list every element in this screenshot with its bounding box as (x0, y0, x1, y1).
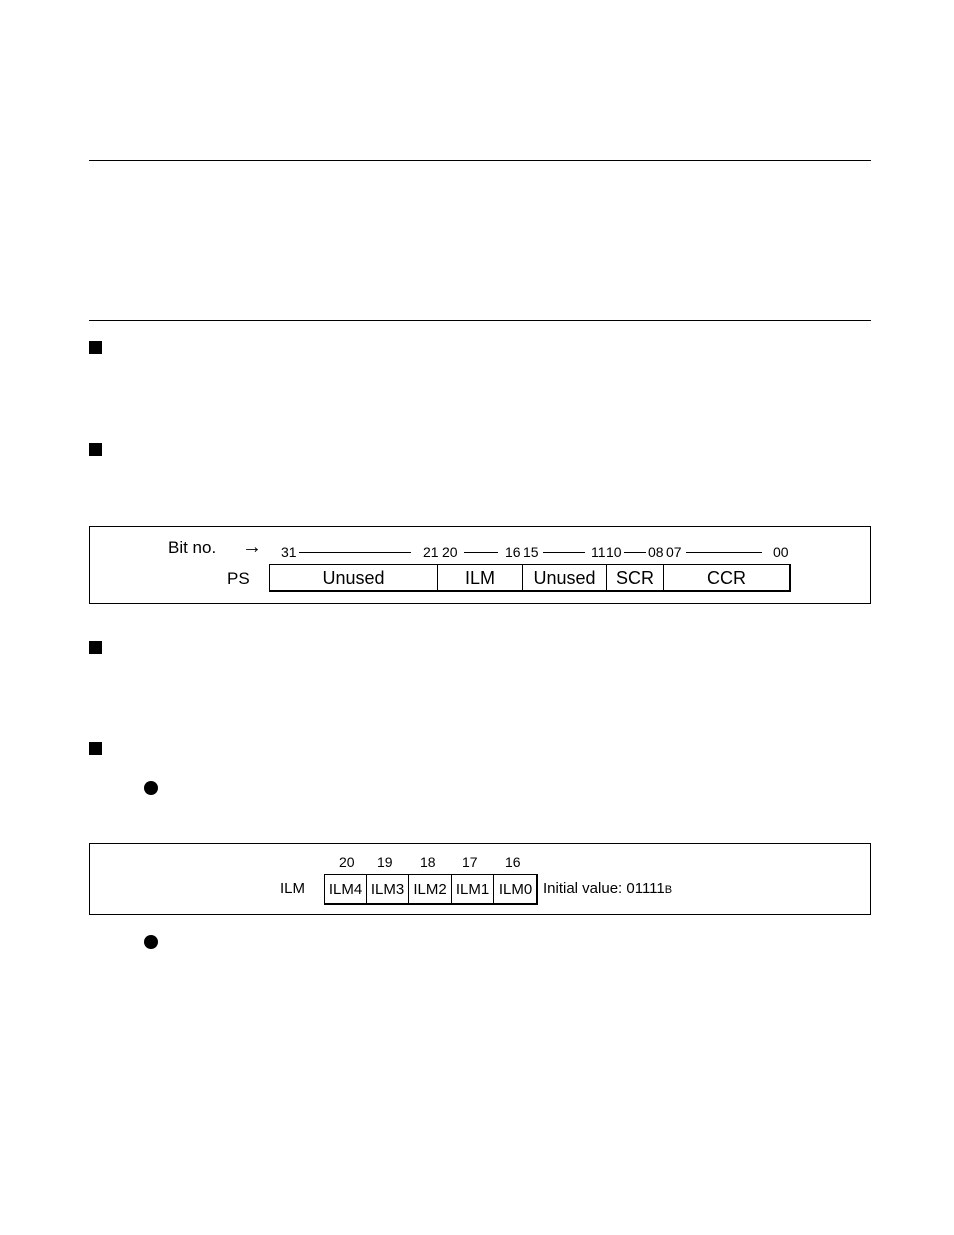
ps-field-scr: SCR (607, 565, 664, 592)
ilm-field-ilm0: ILM0 (498, 881, 533, 898)
ps-register-name: PS (227, 569, 250, 588)
bit-number-10: 10 (606, 544, 622, 560)
ilm-field-ilm1: ILM1 (452, 875, 494, 904)
section-rule (89, 320, 871, 321)
bit-range-line (299, 552, 411, 553)
ilm-field-ilm3: ILM3 (367, 875, 409, 904)
section-bullet-1 (89, 341, 102, 354)
bit-number-00: 00 (773, 544, 789, 560)
bit-number-16: 16 (505, 544, 521, 560)
section-bullet-3 (89, 641, 102, 654)
ilm-bit-number-17: 17 (462, 854, 478, 870)
initial-value-suffix: B (664, 884, 673, 896)
ilm-field-ilm2: ILM2 (409, 875, 452, 904)
ilm-bit-number-20: 20 (339, 854, 355, 870)
ps-register-figure (89, 526, 871, 604)
ilm-register-bits (324, 874, 538, 905)
initial-value-text: Initial value: 01111 (543, 880, 665, 897)
bit-number-07: 07 (666, 544, 682, 560)
section-bullet-4 (89, 742, 102, 755)
bit-range-line (686, 552, 762, 553)
section-bullet-2 (89, 443, 102, 456)
bit-number-31: 31 (281, 544, 297, 560)
ilm-register-name: ILM (280, 880, 306, 897)
bit-number-15: 15 (523, 544, 539, 560)
bit-number-08: 08 (648, 544, 664, 560)
bit-range-line (543, 552, 585, 553)
ps-field-unused-mid: Unused (523, 565, 607, 592)
ps-field-ilm: ILM (438, 565, 523, 592)
ilm-register-figure (89, 843, 871, 915)
ilm-bit-number-19: 19 (377, 854, 393, 870)
ps-field-ccr: CCR (707, 568, 746, 588)
ps-field-unused-high: Unused (270, 565, 438, 592)
ilm-bit-number-16: 16 (505, 854, 521, 870)
ilm-field-ilm4: ILM4 (325, 875, 367, 904)
ilm-initial-value (543, 881, 672, 896)
ps-register-bits (269, 564, 791, 592)
bit-number-21: 21 (423, 544, 439, 560)
sub-bullet-1 (144, 781, 158, 795)
top-rule (89, 160, 871, 161)
bit-no-label: Bit no. (168, 538, 217, 557)
bit-range-line (624, 552, 646, 553)
ilm-bit-number-18: 18 (420, 854, 436, 870)
bit-number-11: 11 (591, 544, 606, 560)
bit-range-line (464, 552, 498, 553)
sub-bullet-2 (144, 935, 158, 949)
arrow-right-icon: → (242, 536, 262, 558)
bit-number-20: 20 (442, 544, 458, 560)
